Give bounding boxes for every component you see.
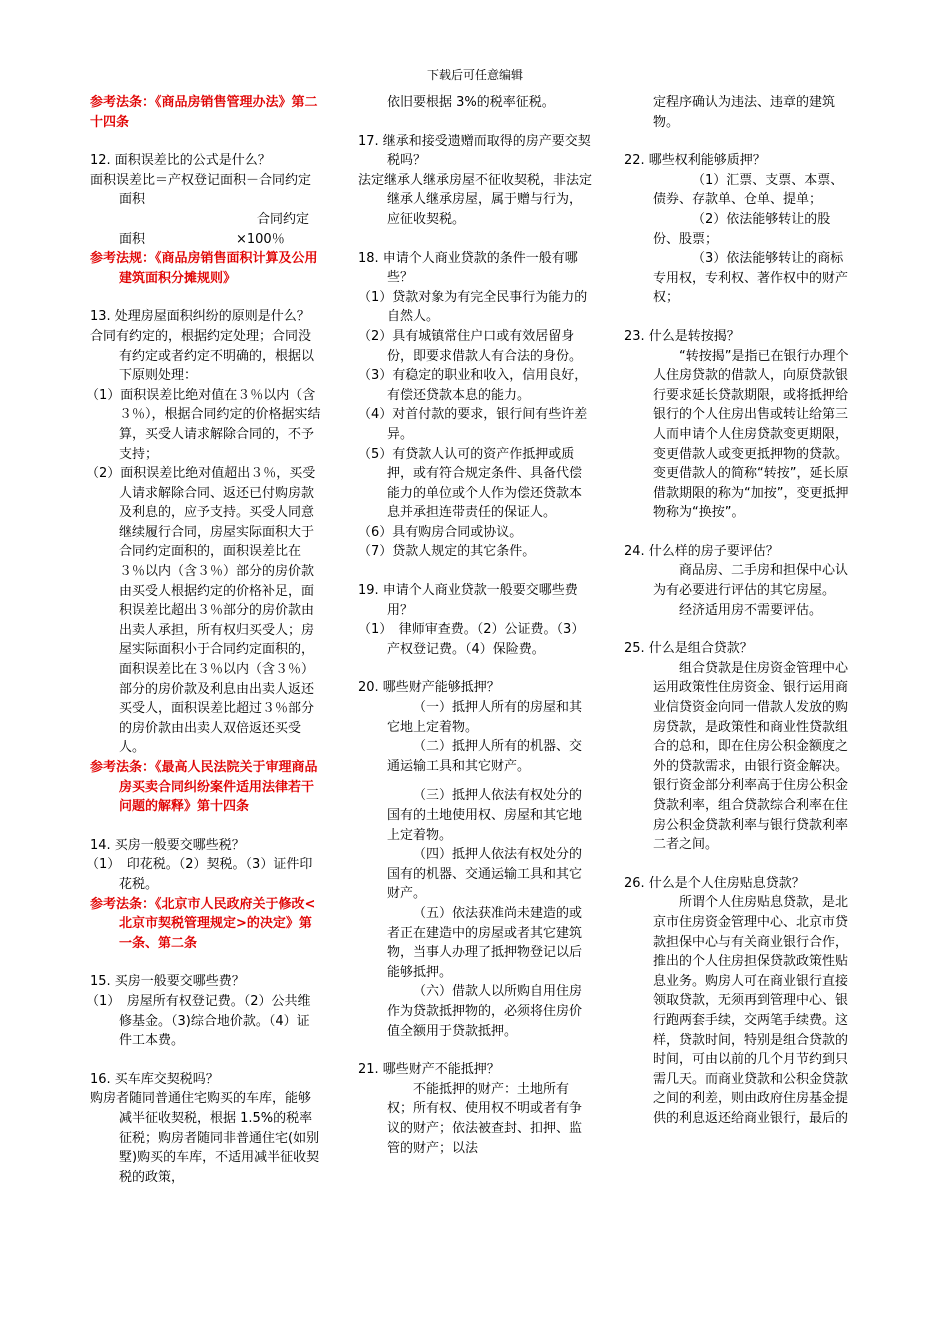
page-header: 下载后可任意编辑	[426, 68, 523, 82]
question-13: 13. 处理房屋面积纠纷的原则是什么？	[90, 309, 310, 325]
list-item: （2）依法能够转让的股份、股票；	[653, 211, 831, 247]
list-item: （六）借款人以所购自用住房作为贷款抵押物的，必须将住房价值全额用于贷款抵押。	[387, 984, 583, 1039]
answer-item: （2）面积误差比绝对值超出３％，买受人请求解除合同、返还已付购房款及利息的，应予支持。买受人同意继续履行合同，房屋实际面积大于合同约定面积的，面积误差比在３％以内（含３％）部分的房价款由买受人根据约定的价格补足，面积误差比超出３％部分的房价款由出卖人承担，所有权归买受人；房屋实际面积小于合同约定面积的，面积误差比在３％以内（含３％）部分的房价款及利息由出卖人返还买受人，面积误差比超过３％部分的房价款由出卖人双倍返还买受人。	[86, 466, 316, 756]
list-item: （4）对首付款的要求，银行间有些许差异。	[358, 407, 588, 442]
answer-text: 面积 ×100％	[119, 231, 285, 247]
question-25: 25. 什么是组合贷款？	[624, 641, 753, 657]
list-item: （5）有贷款人认可的资产作抵押或质押，或有符合规定条件、具备代偿能力的单位或个人作为偿还贷款本息并承担连带责任的保证人。	[358, 446, 583, 521]
reference-law: 参考法条：《商品房销售管理办法》第二十四条	[90, 95, 318, 130]
list-item: （6）具有购房合同或协议。	[358, 524, 523, 540]
answer-text: 经济适用房不需要评估。	[679, 602, 823, 618]
answer-text: 面积误差比＝产权登记面积－合同约定面积	[90, 172, 312, 208]
answer-text: “转按揭”是指已在银行办理个人住房贷款的借款人，向原贷款银行要求延长贷款期限，或将抵押给银行的个人住房出售或转让给第三人而申请个人住房贷款变更期限，变更借款人或变更抵押物的贷款。变更借款人的简称“转按”，延长原借款期限的称为“加按”，变更抵押物称为“换按”。	[653, 348, 849, 521]
answer-text: 合同有约定的，根据约定处理；合同没有约定或者约定不明确的，根据以下原则处理：	[90, 328, 315, 384]
question-14: 14. 买房一般要交哪些税？	[90, 837, 245, 853]
answer-text: 依旧要根据 3%的税率征税。	[387, 95, 555, 110]
answer-text: 定程序确认为违法、违章的建筑物。	[653, 95, 836, 130]
list-item: （二）抵押人所有的机器、交通运输工具和其它财产。	[387, 739, 583, 774]
answer-text: 所谓个人住房贴息贷款，是北京市住房资金管理中心、北京市贷款担保中心与有关商业银行合作，推出的个人住房担保贷款政策性贴息业务。购房人可在商业银行直接领取贷款，无须再到管理中心、银行跑两套手续，交两笔手续费。这样，贷款时间，特别是组合贷款的时间，可由以前的几个月节约到只需几天。而商业贷款和公积金贷款之间的利差，则由政府住房基金提供的利息返还给商业银行，最后的	[653, 895, 849, 1126]
reference-law: 参考法条：《北京市人民政府关于修改<北京市契税管理规定>的决定》第一条、第二条	[90, 896, 316, 951]
list-item: （三）抵押人依法有权处分的国有的土地使用权、房屋和其它地上定着物。	[387, 788, 583, 843]
answer-text: （1） 律师审查费。（2）公证费。（3）产权登记费。（4）保险费。	[358, 622, 585, 657]
question-16: 16. 买车库交契税吗？	[90, 1071, 219, 1087]
question-20: 20. 哪些财产能够抵押？	[358, 680, 500, 696]
column-1	[86, 93, 322, 1187]
list-item: （3）有稳定的职业和收入，信用良好，有偿还贷款本息的能力。	[358, 368, 588, 403]
list-item: （2）具有城镇常住户口或有效居留身份，即要求借款人有合法的身份。	[358, 328, 583, 364]
question-12: 12. 面积误差比的公式是什么？	[90, 153, 271, 169]
question-26: 26. 什么是个人住房贴息贷款？	[624, 875, 805, 891]
column-2	[358, 93, 592, 1158]
list-item: （3）依法能够转让的商标专用权，专利权、著作权中的财产权；	[653, 251, 849, 306]
list-item: （1）汇票、支票、本票、债券、存款单、仓单、提单；	[653, 172, 844, 208]
answer-text: 商品房、二手房和担保中心认为有必要进行评估的其它房屋。	[653, 563, 849, 599]
question-22: 22. 哪些权利能够质押？	[624, 153, 766, 169]
answer-text: （1） 房屋所有权登记费。（2）公共维修基金。（3)综合地价款。（4）证件工本费。	[86, 993, 311, 1049]
question-23: 23. 什么是转按揭？	[624, 328, 740, 344]
list-item: （四）抵押人依法有权处分的国有的机器、交通运输工具和其它财产。	[387, 847, 583, 902]
answer-text: 法定继承人继承房屋不征收契税，非法定继承人继承房屋，属于赠与行为，应征收契税。	[358, 172, 593, 227]
list-item: （1）贷款对象为有完全民事行为能力的自然人。	[358, 289, 588, 325]
column-3	[624, 93, 856, 1129]
question-17: 17. 继承和接受遗赠而取得的房产要交契税吗？	[358, 133, 591, 169]
reference-law: 参考法条：《最高人民法院关于审理商品房买卖合同纠纷案件适用法律若干问题的解释》第十四条	[90, 760, 318, 815]
answer-text: （1） 印花税。（2）契税。（3）证件印花税。	[86, 857, 313, 892]
question-24: 24. 什么样的房子要评估？	[624, 543, 779, 559]
question-15: 15. 买房一般要交哪些费？	[90, 974, 245, 990]
question-21: 21. 哪些财产不能抵押？	[358, 1062, 500, 1078]
answer-text: 购房者随同普通住宅购买的车库，能够减半征收契税，根据 1.5%的税率征税；购房者随同非普通住宅(如别墅)购买的车库，不适用减半征收契税的政策，	[90, 1091, 320, 1185]
answer-text: 不能抵押的财产：土地所有权；所有权、使用权不明或者有争议的财产；依法被查封、扣押、监管的财产；以法	[387, 1081, 583, 1156]
question-19: 19. 申请个人商业贷款一般要交哪些费用？	[358, 583, 578, 618]
answer-text: 组合贷款是住房资金管理中心运用政策性住房资金、银行运用商业信贷资金向同一借款人发放的购房贷款，是政策性和商业性贷款组合的总和，即在住房公积金额度之外的贷款需求，由银行资金解决。银行资金部分利率高于住房公积金贷款利率，组合贷款综合利率在住房公积金贷款利率与银行贷款利率二者之间。	[653, 660, 849, 853]
list-item: （五）依法获准尚未建造的或者正在建造中的房屋或者其它建筑物，当事人办理了抵押物登记以后能够抵押。	[387, 905, 583, 980]
answer-text: 合同约定	[257, 211, 310, 227]
reference-law: 参考法规：《商品房销售面积计算及公用建筑面积分摊规则》	[90, 251, 318, 286]
list-item: （7）贷款人规定的其它条件。	[358, 544, 536, 560]
question-18: 18. 申请个人商业贷款的条件一般有哪些？	[358, 250, 578, 286]
list-item: （一）抵押人所有的房屋和其它地上定着物。	[387, 700, 583, 735]
answer-item: （1）面积误差比绝对值在３％以内（含３％），根据合同约定的价格据实结算，买受人请求解除合同的，不予支持；	[86, 387, 321, 462]
